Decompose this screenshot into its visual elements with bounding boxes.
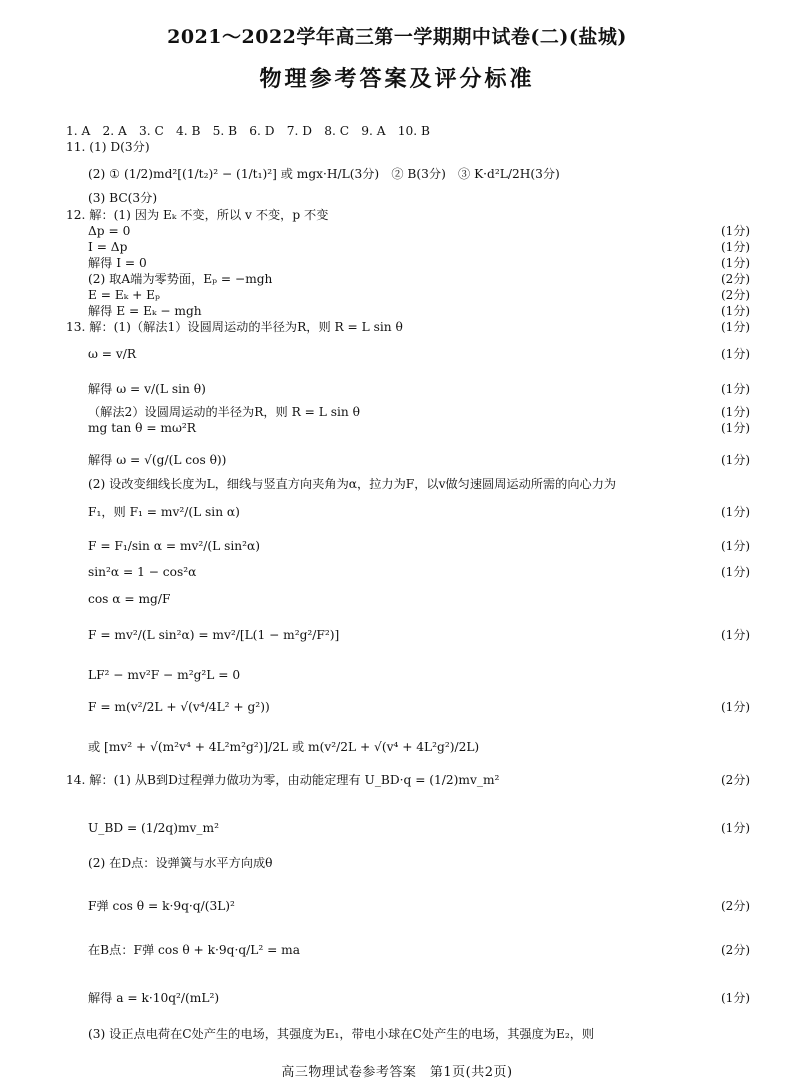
score-label: (1分) — [721, 382, 750, 396]
answer-line-13-quad: LF² − mv²F − m²g²L = 0 — [88, 668, 241, 682]
answer-line-12-result: 解得 E = Eₖ − mgh — [88, 304, 202, 318]
score-label: (2分) — [721, 899, 750, 913]
answer-line-12-2: (2) 取A端为零势面，Eₚ = −mgh — [88, 272, 273, 286]
answer-line-13-alt: 或 [mv² + √(m²v⁴ + 4L²m²g²)]/2L 或 m(v²/2L + √(v⁴ + 4L²g²)/2L) — [88, 740, 480, 754]
answer-line-12-i: I = Δp — [88, 240, 128, 254]
answer-line-11-3: (3) BC(3分) — [88, 191, 158, 205]
score-label: (1分) — [721, 405, 750, 419]
score-label: (2分) — [721, 272, 750, 286]
score-label: (1分) — [721, 320, 750, 334]
score-label: (1分) — [721, 539, 750, 553]
answer-line-13-fresult: F = m(v²/2L + √(v⁴/4L² + g²)) — [88, 700, 270, 714]
answer-line-13-f1: F₁，则 F₁ = mv²/(L sin α) — [88, 505, 240, 519]
score-label: (1分) — [721, 628, 750, 642]
answer-line-13-1: 13. 解：(1)（解法1）设圆周运动的半径为R，则 R = L sin θ — [66, 320, 403, 334]
answer-line-mc: 1. A 2. A 3. C 4. B 5. B 6. D 7. D 8. C 9. A 10. B — [66, 124, 430, 138]
answer-line-14-a: 解得 a = k·10q²/(mL²) — [88, 991, 220, 1005]
score-label: (1分) — [721, 453, 750, 467]
score-label: (1分) — [721, 421, 750, 435]
answer-line-14-fd: F弹 cos θ = k·9q·q/(3L)² — [88, 899, 235, 913]
answer-line-13-tan: mg tan θ = mω²R — [88, 421, 196, 435]
answer-line-13-2: (2) 设改变细线长度为L，细线与竖直方向夹角为α，拉力为F，以v做匀速圆周运动所需的向心力为 — [88, 477, 617, 491]
answer-line-13-omega2: 解得 ω = √(g/(L cos θ)) — [88, 453, 227, 467]
answer-subtitle: 物理参考答案及评分标准 — [259, 66, 535, 92]
answer-line-13-omega-result: 解得 ω = v/(L sin θ) — [88, 382, 206, 396]
answer-line-13-cos: cos α = mg/F — [88, 592, 171, 606]
answer-line-11-2: (2) ① (1/2)md²[(1/t₂)² − (1/t₁)²] 或 mgx·H/L(3分) ② B(3分) ③ K·d²L/2H(3分) — [88, 167, 560, 181]
answer-line-11-1: 11. (1) D(3分) — [66, 140, 150, 154]
answer-line-12-1: 12. 解：(1) 因为 Eₖ 不变，所以 v 不变，p 不变 — [66, 208, 329, 222]
answer-line-14-ubd: U_BD = (1/2q)mv_m² — [88, 821, 219, 835]
answer-line-13-fsub: F = mv²/(L sin²α) = mv²/[L(1 − m²g²/F²)] — [88, 628, 340, 642]
answer-line-14-2: (2) 在D点：设弹簧与水平方向成θ — [88, 856, 273, 870]
answer-line-14-3: (3) 设正点电荷在C处产生的电场，其强度为E₁，带电小球在C处产生的电场，其强度为E₂，则 — [88, 1027, 595, 1041]
score-label: (1分) — [721, 224, 750, 238]
score-label: (1分) — [721, 991, 750, 1005]
answer-line-14-1: 14. 解：(1) 从B到D过程弹力做功为零，由动能定理有 U_BD·q = (1/2)mv_m² — [66, 773, 500, 787]
score-label: (2分) — [721, 773, 750, 787]
score-label: (1分) — [721, 700, 750, 714]
score-label: (1分) — [721, 304, 750, 318]
page-footer: 高三物理试卷参考答案 第1页(共2页) — [281, 1065, 513, 1080]
answer-line-13-sin: sin²α = 1 − cos²α — [88, 565, 197, 579]
score-label: (1分) — [721, 505, 750, 519]
answer-line-13-method2: （解法2）设圆周运动的半径为R，则 R = L sin θ — [88, 405, 360, 419]
answer-line-12-e: E = Eₖ + Eₚ — [88, 288, 160, 302]
score-label: (1分) — [721, 347, 750, 361]
score-label: (2分) — [721, 288, 750, 302]
exam-title: 2021～2022学年高三第一学期期中试卷(二)(盐城) — [167, 26, 627, 48]
score-label: (1分) — [721, 565, 750, 579]
answer-line-14-fb: 在B点：F弹 cos θ + k·9q·q/L² = ma — [88, 943, 300, 957]
answer-line-13-f: F = F₁/sin α = mv²/(L sin²α) — [88, 539, 260, 553]
score-label: (1分) — [721, 256, 750, 270]
answer-line-12-dp: Δp = 0 — [88, 224, 131, 238]
answer-line-12-i0: 解得 I = 0 — [88, 256, 147, 270]
score-label: (2分) — [721, 943, 750, 957]
answer-line-13-omega: ω = v/R — [88, 347, 137, 361]
score-label: (1分) — [721, 240, 750, 254]
score-label: (1分) — [721, 821, 750, 835]
